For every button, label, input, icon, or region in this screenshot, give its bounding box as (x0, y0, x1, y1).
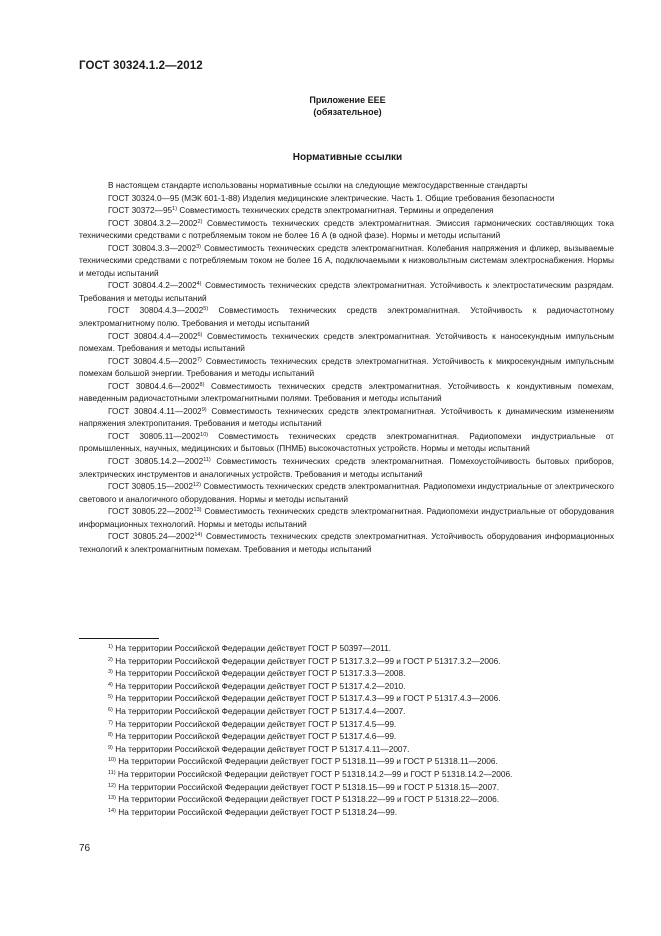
footnote-mark: 6) (108, 706, 113, 713)
footnote-divider (79, 638, 159, 639)
footnote-mark: 7) (108, 719, 113, 726)
reference-item: ГОСТ 30804.4.3—2002$^{5)}$ Совместимость технических средств электромагнитная. Устойчивость к радиочастотному электромагнитному полю. Требования и методы испытаний (79, 305, 614, 329)
reference-item: ГОСТ 30805.11—2002$^{10)}$ Совместимость технических средств электромагнитная. Радиопомехи индустриальные от промышленных, научных, медицинских и бытовых (ПНМБ) высокочастотных устройств. Нормы и методы испытаний (79, 430, 614, 454)
footnote-ref[interactable]: 14) (194, 532, 203, 539)
footnote-item: $^{3)}$ На территории Российской Федерации действует ГОСТ Р 51317.3.3—2008. (108, 668, 406, 679)
reference-item: ГОСТ 30804.4.6—2002$^{8)}$ Совместимость технических средств электромагнитная. Устойчивость к кондуктивным помехам, наведенным радиочастотными электромагнитными полями. Требования и методы испытаний (79, 380, 614, 404)
footnote-ref[interactable]: 1) (172, 206, 178, 213)
footnote-ref[interactable]: 10) (200, 431, 209, 438)
footnote-ref[interactable]: 12) (193, 482, 201, 489)
footnote-ref[interactable]: 7) (196, 356, 202, 363)
footnote-mark: 3) (108, 669, 113, 676)
footnote-mark: 10) (108, 757, 116, 764)
reference-item: ГОСТ 30805.24—2002$^{14)}$ Совместимость технических средств электромагнитная. Устойчивость оборудования информационных технологий к электромагнитным помехам. Требования и методы испытаний (79, 531, 614, 554)
annex-status: (обязательное) (313, 107, 382, 117)
reference-item: ГОСТ 30804.4.11—2002$^{9)}$ Совместимость технических средств электромагнитная. Устойчивость к динамическим изменениям напряжения электропитания. Требования и методы испытаний (79, 405, 615, 429)
footnote-item: $^{11)}$ На территории Российской Федерации действует ГОСТ Р 51318.14.2—99 и ГОСТ Р 51318.14.2—2006. (108, 768, 513, 779)
footnote-ref[interactable]: 13) (193, 507, 202, 514)
annex-title: Приложение ЕЕЕ (309, 95, 386, 105)
reference-item: ГОСТ 30805.14.2—2002$^{11)}$ Совместимость технических средств электромагнитная. Помехоустойчивость бытовых приборов, электрических инструментов и аналогичных устройств. Требования и методы испытаний (79, 456, 614, 479)
standard-code: ГОСТ 30324.1.2—2012 (79, 60, 203, 72)
footnote-mark: 2) (108, 656, 113, 663)
footnote-mark: 14) (108, 807, 116, 814)
footnote-item: $^{14)}$ На территории Российской Федерации действует ГОСТ Р 51318.24—99. (108, 806, 397, 817)
footnote-item: $^{7)}$ На территории Российской Федерации действует ГОСТ Р 51317.4.5—99. (108, 718, 397, 729)
footnote-item: $^{10)}$ На территории Российской Федерации действует ГОСТ Р 51318.11—99 и ГОСТ Р 51318.11—2006. (108, 756, 498, 767)
section-title: Нормативные ссылки (292, 152, 403, 163)
footnote-item: $^{8)}$ На территории Российской Федерации действует ГОСТ Р 51317.4.6—99. (108, 731, 397, 742)
footnote-item: $^{2)}$ На территории Российской Федерации действует ГОСТ Р 51317.3.2—99 и ГОСТ Р 51317.3.2—2006. (108, 655, 501, 666)
footnote-mark: 4) (108, 681, 113, 688)
reference-item: ГОСТ 30804.4.4—2002$^{6)}$ Совместимость технических средств электромагнитная. Устойчивость к наносекундным импульсным помехам. Требования и методы испытаний (79, 330, 614, 354)
footnote-item: $^{12)}$ На территории Российской Федерации действует ГОСТ Р 51318.15—99 и ГОСТ Р 51318.15—2007. (108, 781, 500, 792)
footnote-mark: 1) (108, 644, 113, 650)
reference-item: ГОСТ 30804.4.5—2002$^{7)}$ Совместимость технических средств электромагнитная. Устойчивость к микросекундным импульсным помехам большой энергии. Требования и методы испытаний (79, 355, 614, 379)
footnote-ref[interactable]: 11) (203, 457, 211, 464)
page-number: 76 (79, 843, 91, 854)
footnote-mark: 11) (108, 769, 116, 776)
footnote-mark: 12) (108, 782, 116, 789)
footnote-ref[interactable]: 6) (197, 331, 203, 338)
reference-item: ГОСТ 30804.3.2—2002$^{2)}$ Совместимость технических средств электромагнитная. Эмиссия гармонических составляющих тока техническими средствами с потребляемым током не более 16 А (в одной фазе). Нормы и методы испытаний (79, 217, 614, 241)
footnote-item: $^{5)}$ На территории Российской Федерации действует ГОСТ Р 51317.4.3—99 и ГОСТ Р 51317.4.3—2006. (108, 693, 501, 704)
footnote-item: $^{6)}$ На территории Российской Федерации действует ГОСТ Р 51317.4.4—2007. (108, 705, 406, 716)
footnote-mark: 5) (108, 694, 113, 701)
references-body (79, 179, 614, 555)
footnote-mark: 8) (108, 732, 113, 739)
intro-paragraph: В настоящем стандарте использованы нормативные ссылки на следующие межгосударственные стандарты (108, 180, 528, 190)
footnote-item: $^{1)}$ На территории Российской Федерации действует ГОСТ Р 50397—2011. (108, 643, 392, 653)
footnote-ref[interactable]: 4) (196, 281, 202, 288)
footnote-item: $^{9)}$ На территории Российской Федерации действует ГОСТ Р 51317.4.11—2007. (108, 743, 410, 754)
footnote-mark: 9) (108, 744, 113, 751)
footnote-ref[interactable]: 3) (196, 243, 201, 250)
footnote-ref[interactable]: 5) (203, 306, 209, 313)
reference-item: ГОСТ 30324.0—95 (МЭК 601-1-88) Изделия медицинские электрические. Часть 1. Общие требования безопасности (108, 192, 555, 203)
reference-item: ГОСТ 30804.4.2—2002$^{4)}$ Совместимость технических средств электромагнитная. Устойчивость к электростатическим разрядам. Требования и методы испытаний (79, 280, 614, 303)
footnote-mark: 13) (108, 795, 116, 802)
footnotes (108, 642, 608, 818)
footnote-ref[interactable]: 9) (201, 406, 207, 413)
annex-heading (0, 94, 661, 118)
reference-item: ГОСТ 30804.3.3—2002$^{3)}$ Совместимость технических средств электромагнитная. Колебания напряжения и фликер, вызываемые техническими средствами с потребляемым током не более 16 А, подключаемыми к низковольтным системам электроснабжения. Нормы и методы испытаний (79, 242, 614, 278)
footnote-item: $^{13)}$ На территории Российской Федерации действует ГОСТ Р 51318.22—99 и ГОСТ Р 51318.22—2006. (108, 794, 500, 805)
footnote-ref[interactable]: 8) (199, 381, 205, 388)
reference-item: ГОСТ 30372—95$^{1)}$ Совместимость технических средств электромагнитная. Термины и определения (108, 205, 494, 216)
footnote-item: $^{4)}$ На территории Российской Федерации действует ГОСТ Р 51317.4.2—2010. (108, 680, 406, 691)
reference-item: ГОСТ 30805.22—2002$^{13)}$ Совместимость технических средств электромагнитная. Радиопомехи индустриальные от оборудования информационных технологий. Нормы и методы испытаний (79, 506, 614, 529)
reference-item: ГОСТ 30805.15—2002$^{12)}$ Совместимость технических средств электромагнитная. Радиопомехи индустриальные от электрического светового и аналогичного оборудования. Нормы и методы испытаний (79, 481, 614, 504)
footnote-ref[interactable]: 2) (197, 218, 203, 225)
